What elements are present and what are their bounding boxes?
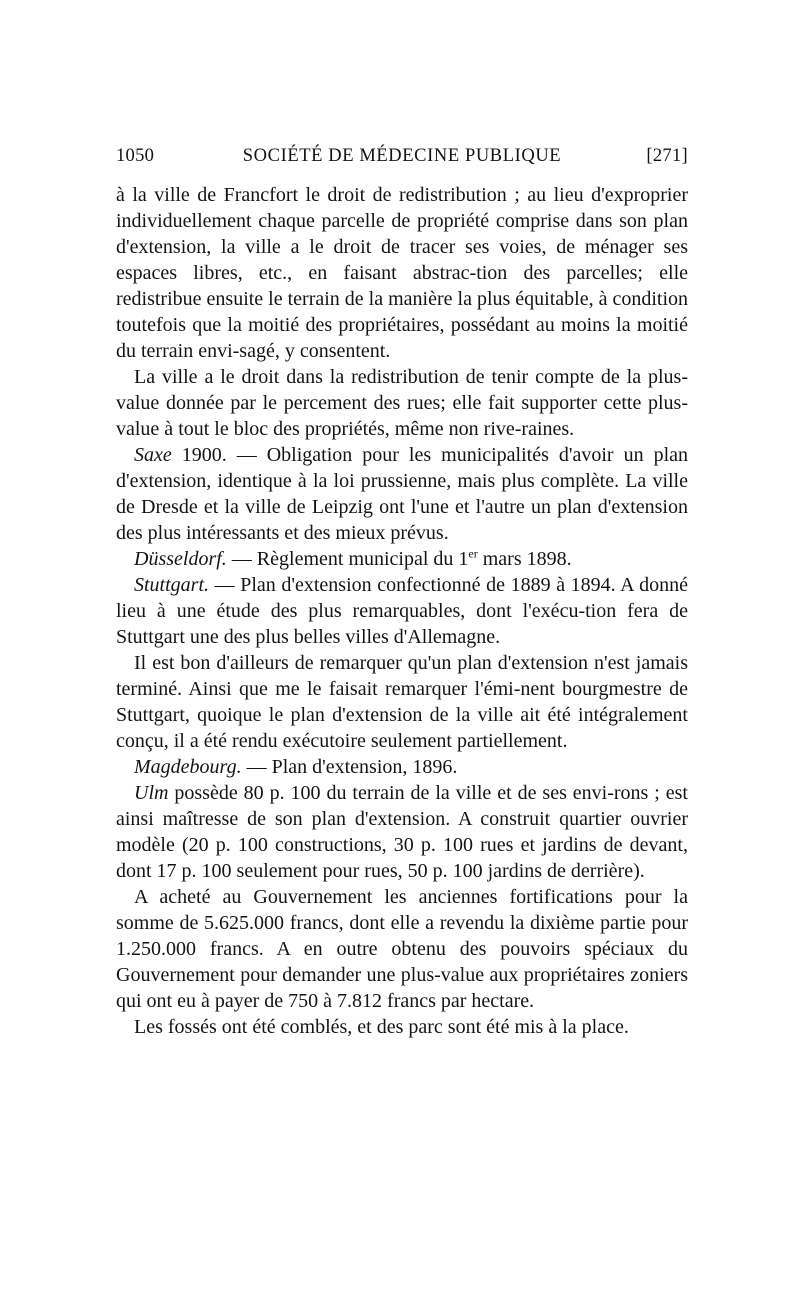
paragraph-1: [116, 182, 688, 364]
place-name: Stuttgart.: [134, 574, 210, 596]
paragraph-text: à la ville de Francfort le droit de redistribution ; au lieu d'exproprier individuellement chaque parcelle de propriété comprise dans son plan d'extension, la ville a le droit de tracer ses voies, de ménager ses espaces libres, etc., en faisant abstrac-tion des parcelles; elle redistribue ensuite le terrain de la manière la plus équitable, à condition toutefois que la moitié des propriétaires, possédant au moins la moitié du terrain envi-sagé, y consentent.: [116, 184, 689, 362]
paragraph-6: [116, 650, 688, 754]
place-name: Saxe: [134, 444, 172, 466]
paragraph-text: — Plan d'extension, 1896.: [241, 756, 458, 778]
paragraph-10: [116, 1014, 688, 1040]
paragraph-text: — Règlement municipal du 1: [226, 548, 469, 570]
paragraph-stuttgart: [116, 572, 688, 650]
section-number: [271]: [646, 146, 688, 166]
running-title: SOCIÉTÉ DE MÉDECINE PUBLIQUE: [242, 146, 562, 166]
paragraph-text: Les fossés ont été comblés, et des parc sont été mis à la place.: [134, 1016, 629, 1038]
paragraph-dusseldorf: [116, 546, 688, 572]
paragraph-saxe: [116, 442, 688, 546]
paragraph-ulm: [116, 780, 688, 884]
page-number: 1050: [116, 146, 155, 166]
paragraph-2: [116, 364, 688, 442]
superscript: er: [468, 546, 478, 561]
body-text: [116, 182, 688, 1040]
place-name: Düsseldorf.: [134, 548, 227, 570]
paragraph-text: 1900. — Obligation pour les municipalités d'avoir un plan d'extension, identique à la loi prussienne, mais plus complète. La ville de Dresde et la ville de Leipzig ont l'une et l'autre un plan d'extension des plus intéressants et des mieux prévus.: [116, 444, 688, 544]
paragraph-magdebourg: [116, 754, 688, 780]
paragraph-text: La ville a le droit dans la redistribution de tenir compte de la plus-value donnée par le percement des rues; elle fait supporter cette plus-value à tout le bloc des propriétés, même non rive-raines.: [116, 366, 688, 440]
paragraph-9: [116, 884, 688, 1014]
paragraph-text: mars 1898.: [477, 548, 572, 570]
paragraph-text: — Plan d'extension confectionné de 1889 à 1894. A donné lieu à une étude des plus remarquables, dont l'exécu-tion fera de Stuttgart une des plus belles villes d'Allemagne.: [116, 574, 688, 648]
place-name: Ulm: [134, 782, 169, 804]
paragraph-text: possède 80 p. 100 du terrain de la ville et de ses envi-rons ; est ainsi maîtresse de son plan d'extension. A construit quartier ouvrier modèle (20 p. 100 constructions, 30 p. 100 rues et jardins de devant, dont 17 p. 100 seulement pour rues, 50 p. 100 jardins de derrière).: [116, 782, 688, 882]
place-name: Magdebourg.: [134, 756, 242, 778]
running-header: [116, 146, 688, 170]
paragraph-text: Il est bon d'ailleurs de remarquer qu'un plan d'extension n'est jamais terminé. Ainsi que me le faisait remarquer l'émi-nent bourgmestre de Stuttgart, quoique le plan d'extension de la ville ait été intégralement conçu, il a été rendu exécutoire seulement partiellement.: [116, 652, 688, 752]
paragraph-text: A acheté au Gouvernement les anciennes fortifications pour la somme de 5.625.000 francs, dont elle a revendu la dixième partie pour 1.250.000 francs. A en outre obtenu des pouvoirs spéciaux du Gouvernement pour demander une plus-value aux propriétaires zoniers qui ont eu à payer de 750 à 7.812 francs par hectare.: [116, 886, 688, 1012]
